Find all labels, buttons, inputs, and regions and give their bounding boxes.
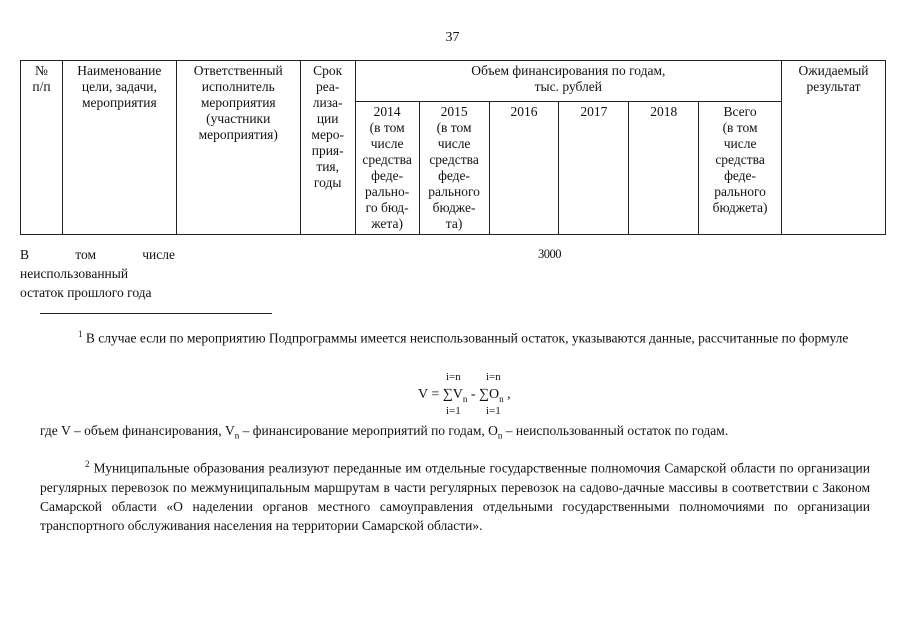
formula-explanation — [40, 423, 870, 441]
footnote-2-mark: 2 — [85, 459, 90, 469]
header-executor: Ответственный исполнитель мероприятия (участники мероприятия) — [176, 61, 300, 235]
page-number: 37 — [445, 30, 460, 45]
header-year-2014: 2014 (в том числе средства феде- рально- го бюд- жета) — [355, 102, 419, 235]
formula-lhs: V = ∑V — [418, 387, 463, 402]
financing-table — [20, 60, 886, 235]
where-sub-1: n — [234, 430, 240, 441]
where-part-2: – финансирование мероприятий по годам, O — [239, 423, 498, 438]
header-result: Ожидаемый результат — [782, 61, 886, 235]
formula-lower-limit-1: i=1 — [446, 405, 461, 417]
formula-lower-limit-2: i=1 — [486, 405, 501, 417]
formula-tail: , — [503, 387, 511, 402]
footnote-separator — [40, 313, 272, 314]
header-term: Срок реа- лиза- ции меро- прия- тия, годы — [300, 61, 355, 235]
header-name: Наименование цели, задачи, мероприятия — [62, 61, 176, 235]
header-year-2016: 2016 — [489, 102, 559, 235]
header-total: Всего (в том числе средства феде- рального бюджета) — [699, 102, 782, 235]
footnote-2-text: Муниципальные образования реализуют переданные им отдельные государственные полномочия Самарской области по организации регулярных перевозок по межмуниципальным маршрутам в части регулярных перевозок на садово-дачные массивы в соответствии с Законом Самарской области «О наделении органов местного самоуправления отдельными государственными полномочиями по организации транспортного обслуживания населения на территории Самарской области». — [40, 460, 870, 533]
header-year-2015: 2015 (в том числе средства феде- рального бюдже- та) — [419, 102, 489, 235]
formula-upper-limit-2: i=n — [486, 371, 501, 383]
remainder-label: В том числе неиспользованный остаток прошлого года — [20, 247, 175, 300]
header-year-2018: 2018 — [629, 102, 699, 235]
formula-sub-1: n — [462, 393, 468, 404]
header-num: № п/п — [21, 61, 63, 235]
formula-minus: - ∑O — [467, 387, 500, 402]
footnote-2 — [40, 455, 870, 535]
header-funding: Объем финансирования по годам, тыс. рублей — [355, 61, 781, 102]
footnote-1-mark: 1 — [78, 329, 83, 339]
formula-upper-limit-1: i=n — [446, 371, 461, 383]
header-year-2017: 2017 — [559, 102, 629, 235]
formula-main — [418, 387, 511, 404]
where-part-3: – неиспользованный остаток по годам. — [502, 423, 729, 438]
footnote-1 — [40, 325, 860, 348]
formula-sub-2: n — [499, 393, 504, 404]
where-part-1: где V – объем финансирования, V — [40, 423, 235, 438]
where-sub-2: n — [497, 430, 503, 441]
remainder-value: 3000 — [538, 247, 561, 261]
footnote-1-text: В случае если по мероприятию Подпрограммы имеется неиспользованный остаток, указываются данные, рассчитанные по формуле — [85, 330, 849, 346]
